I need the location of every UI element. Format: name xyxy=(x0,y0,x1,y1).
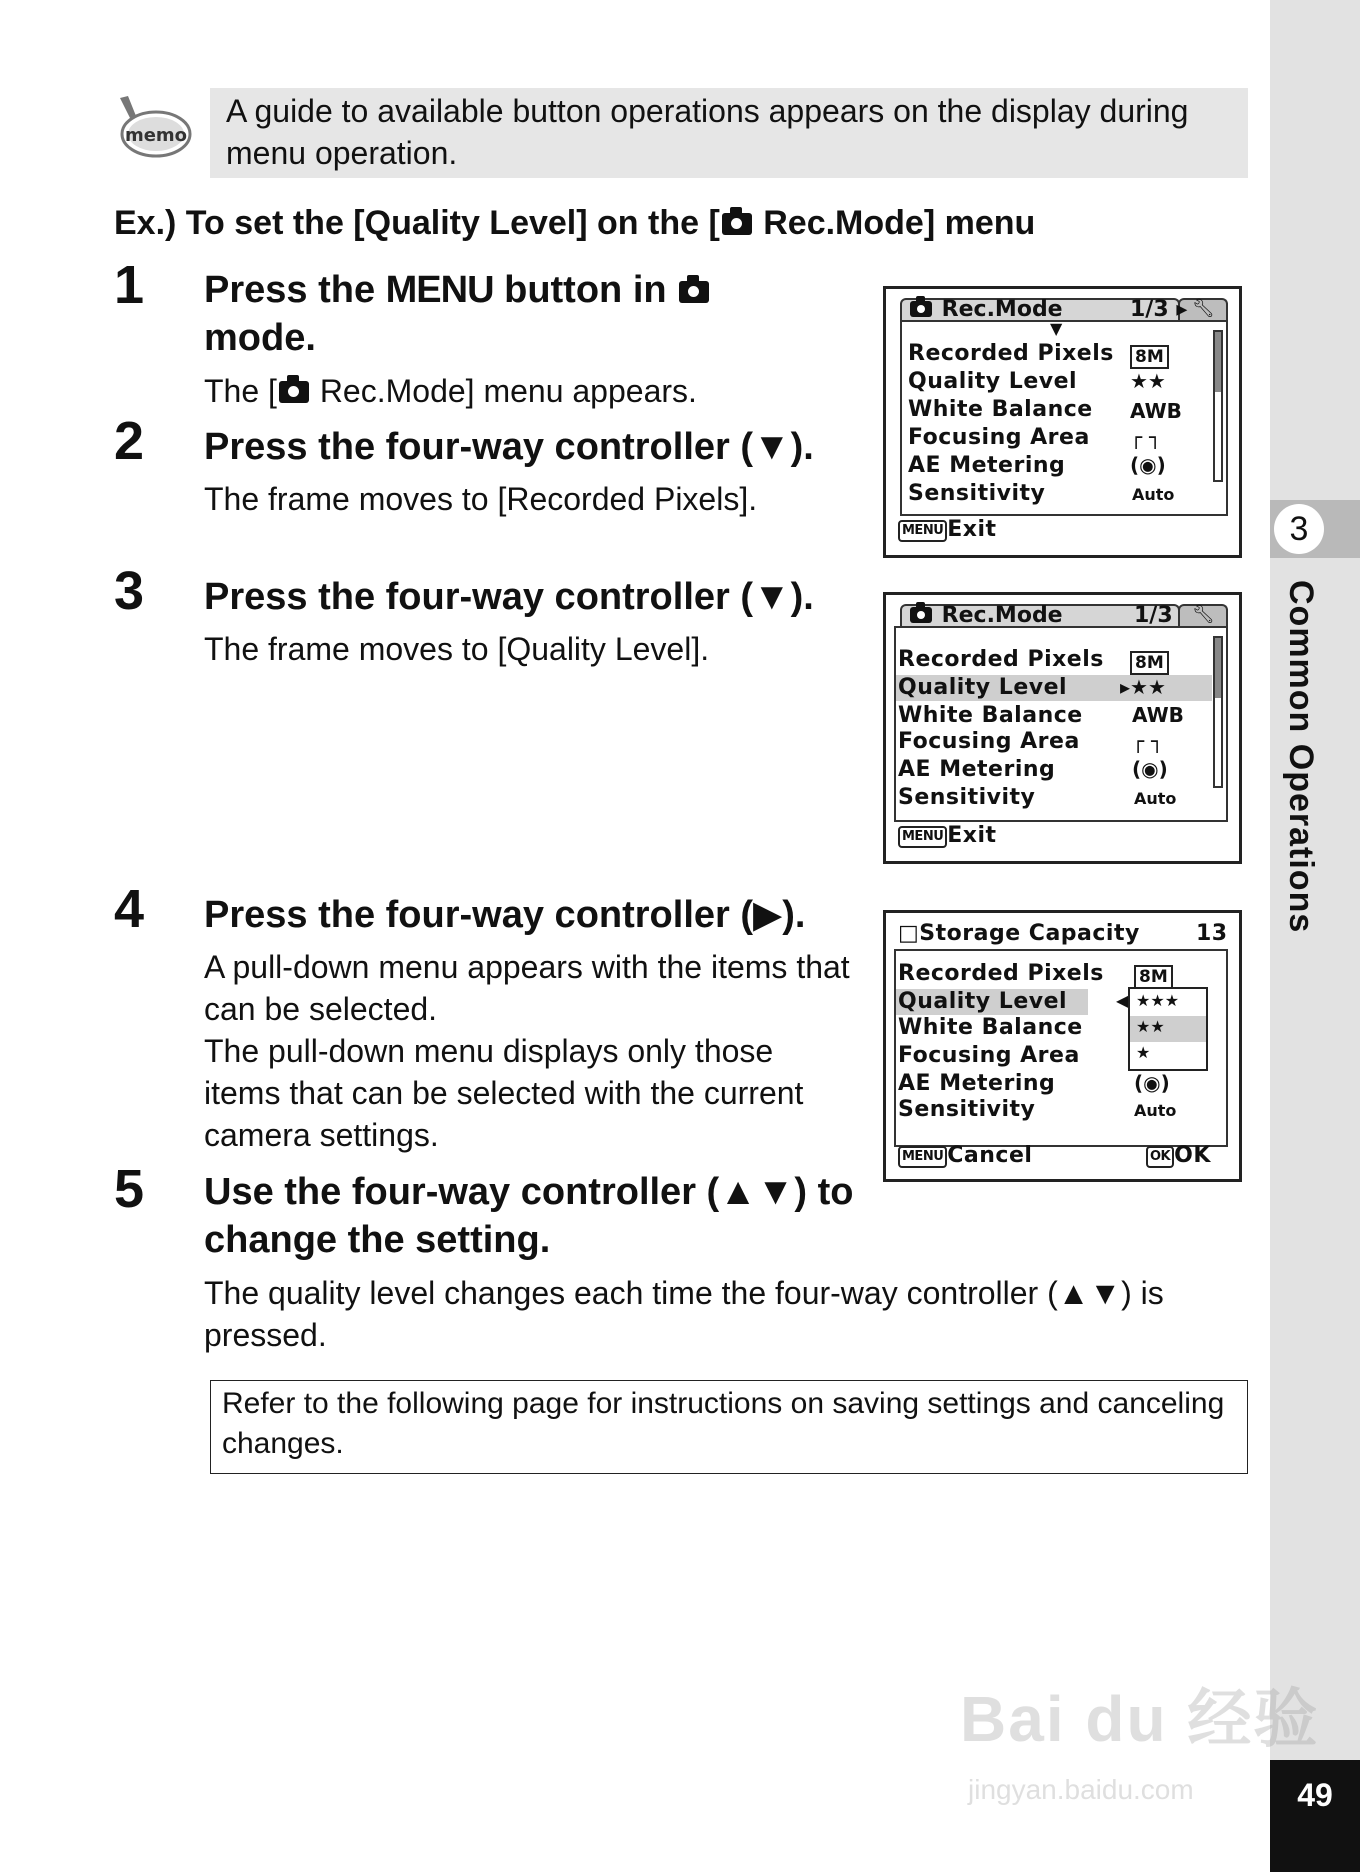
setup-tab xyxy=(1178,604,1228,628)
dropdown-option-1-star[interactable]: ★ xyxy=(1136,1043,1151,1062)
step-4-title: Press the four-way controller (▶). xyxy=(204,894,806,936)
dropdown-option-3-stars[interactable]: ★★★ xyxy=(1136,991,1180,1010)
menu-item-ae-metering[interactable]: AE Metering xyxy=(908,453,1066,478)
menu-item-quality-level[interactable]: Quality Level xyxy=(898,675,1068,700)
chapter-sidebar xyxy=(1270,0,1360,1872)
camera-icon xyxy=(910,301,932,317)
metering-icon: (◉) xyxy=(1134,1071,1170,1095)
recorded-pixels-value: 8M xyxy=(1130,651,1169,675)
wrench-icon: 🔧︎ xyxy=(1192,298,1215,319)
recorded-pixels-value: 8M xyxy=(1130,345,1169,369)
menu-button-badge: MENU xyxy=(898,1146,947,1168)
footer-cancel[interactable]: MENU Cancel xyxy=(898,1143,1032,1168)
menu-button-label: MENU xyxy=(385,269,494,311)
wrench-icon: 🔧︎ xyxy=(1192,604,1215,625)
white-balance-value: AWB xyxy=(1130,399,1182,423)
menu-item-recorded-pixels[interactable]: Recorded Pixels xyxy=(898,647,1104,672)
step-1-number: 1 xyxy=(114,255,145,315)
menu-item-focusing-area[interactable]: Focusing Area xyxy=(898,1043,1080,1068)
rec-mode-tab-label: Rec.Mode xyxy=(908,297,1063,322)
scrollbar[interactable] xyxy=(1213,330,1223,482)
down-arrow-icon: ▼ xyxy=(1050,319,1063,338)
recorded-pixels-value: 8M xyxy=(1134,965,1173,989)
dropdown-option-2-stars[interactable]: ★★ xyxy=(1136,1017,1165,1036)
storage-capacity-count: 13 xyxy=(1196,921,1228,946)
footer-ok[interactable]: OK OK xyxy=(1146,1143,1211,1168)
memo-icon xyxy=(116,94,192,160)
step-3-body: The frame moves to [Quality Level]. xyxy=(204,631,710,667)
memo-text: A guide to available button operations appears on the display during menu operation. xyxy=(226,93,1189,171)
metering-icon: (◉) xyxy=(1132,757,1168,781)
step-4-body-1: A pull-down menu appears with the items that can be selected. xyxy=(204,949,850,1027)
chapter-title: Common Operations xyxy=(1282,580,1320,934)
camera-icon xyxy=(679,281,709,303)
camera-icon xyxy=(279,381,309,403)
step-1-body: The [ Rec.Mode] menu appears. xyxy=(204,373,697,409)
chapter-tab xyxy=(1270,500,1360,558)
sensitivity-value: Auto xyxy=(1134,789,1177,808)
sensitivity-value: Auto xyxy=(1134,1101,1177,1120)
footer-exit[interactable]: MENU Exit xyxy=(898,517,997,542)
quality-dropdown[interactable] xyxy=(1128,987,1208,1071)
menu-item-sensitivity[interactable]: Sensitivity xyxy=(908,481,1046,506)
metering-icon: (◉) xyxy=(1130,453,1166,477)
white-balance-value: AWB xyxy=(1132,703,1184,727)
memo-icon-label: memo xyxy=(124,125,188,146)
camera-icon xyxy=(722,213,752,235)
step-5-body: The quality level changes each time the four-way controller (▲▼) is pressed. xyxy=(204,1275,1164,1353)
step-4-body-2: The pull-down menu displays only those items that can be selected with the current camera settings. xyxy=(204,1033,804,1153)
ok-button-badge: OK xyxy=(1146,1146,1174,1168)
left-arrow-icon: ◀ xyxy=(1116,991,1129,1010)
lcd-screen-pulldown xyxy=(883,910,1242,1182)
menu-item-white-balance[interactable]: White Balance xyxy=(908,397,1093,422)
sensitivity-value: Auto xyxy=(1132,485,1175,504)
menu-item-ae-metering[interactable]: AE Metering xyxy=(898,1071,1056,1096)
menu-item-quality-level[interactable]: Quality Level xyxy=(898,989,1068,1014)
menu-item-ae-metering[interactable]: AE Metering xyxy=(898,757,1056,782)
camera-icon xyxy=(910,607,932,623)
rec-mode-tab-label: Rec.Mode xyxy=(908,603,1063,628)
step-2-number: 2 xyxy=(114,411,145,471)
menu-item-sensitivity[interactable]: Sensitivity xyxy=(898,785,1036,810)
menu-button-badge: MENU xyxy=(898,826,947,848)
page-indicator: 1/3 ▸ xyxy=(1130,297,1188,322)
menu-item-sensitivity[interactable]: Sensitivity xyxy=(898,1097,1036,1122)
step-5-number: 5 xyxy=(114,1159,145,1219)
example-heading-suffix: Rec.Mode] menu xyxy=(753,204,1036,242)
page-number: 49 xyxy=(1270,1760,1360,1872)
footer-exit[interactable]: MENU Exit xyxy=(898,823,997,848)
storage-capacity-header: □Storage Capacity xyxy=(898,921,1140,946)
focusing-area-icon: ┌ ┐ xyxy=(1132,729,1164,753)
chapter-number: 3 xyxy=(1274,504,1324,554)
example-heading-prefix: Ex.) To set the [Quality Level] on the [ xyxy=(114,204,720,242)
quality-level-value: ▸★★ xyxy=(1120,675,1166,699)
focusing-area-icon: ┌ ┐ xyxy=(1130,425,1162,449)
watermark-url: jingyan.baidu.com xyxy=(968,1774,1194,1805)
lcd-screen-rec-mode-1 xyxy=(883,286,1242,558)
watermark-logo: Bai du 经验 xyxy=(960,1683,1320,1755)
step-3-title: Press the four-way controller (▼). xyxy=(204,576,814,618)
menu-item-recorded-pixels[interactable]: Recorded Pixels xyxy=(908,341,1114,366)
menu-item-white-balance[interactable]: White Balance xyxy=(898,1015,1083,1040)
menu-button-badge: MENU xyxy=(898,520,947,542)
step-5-title: Use the four-way controller (▲▼) to change the setting. xyxy=(204,1171,854,1261)
step-2-title: Press the four-way controller (▼). xyxy=(204,426,814,468)
quality-level-value: ★★ xyxy=(1130,369,1166,393)
menu-item-white-balance[interactable]: White Balance xyxy=(898,703,1083,728)
example-heading xyxy=(114,204,1035,243)
step-2-body: The frame moves to [Recorded Pixels]. xyxy=(204,481,758,517)
step-1-title: Press the MENU button in mode. xyxy=(204,266,804,362)
lcd-screen-rec-mode-2 xyxy=(883,592,1242,864)
menu-item-quality-level[interactable]: Quality Level xyxy=(908,369,1078,394)
scrollbar[interactable] xyxy=(1213,636,1223,788)
step-3-number: 3 xyxy=(114,561,145,621)
note-text: Refer to the following page for instructions on saving settings and canceling changes. xyxy=(222,1387,1225,1460)
memory-card-icon: □ xyxy=(898,921,920,946)
page-indicator: 1/3 xyxy=(1134,603,1173,628)
menu-item-focusing-area[interactable]: Focusing Area xyxy=(908,425,1090,450)
step-4-number: 4 xyxy=(114,879,145,939)
menu-item-recorded-pixels[interactable]: Recorded Pixels xyxy=(898,961,1104,986)
menu-item-focusing-area[interactable]: Focusing Area xyxy=(898,729,1080,754)
